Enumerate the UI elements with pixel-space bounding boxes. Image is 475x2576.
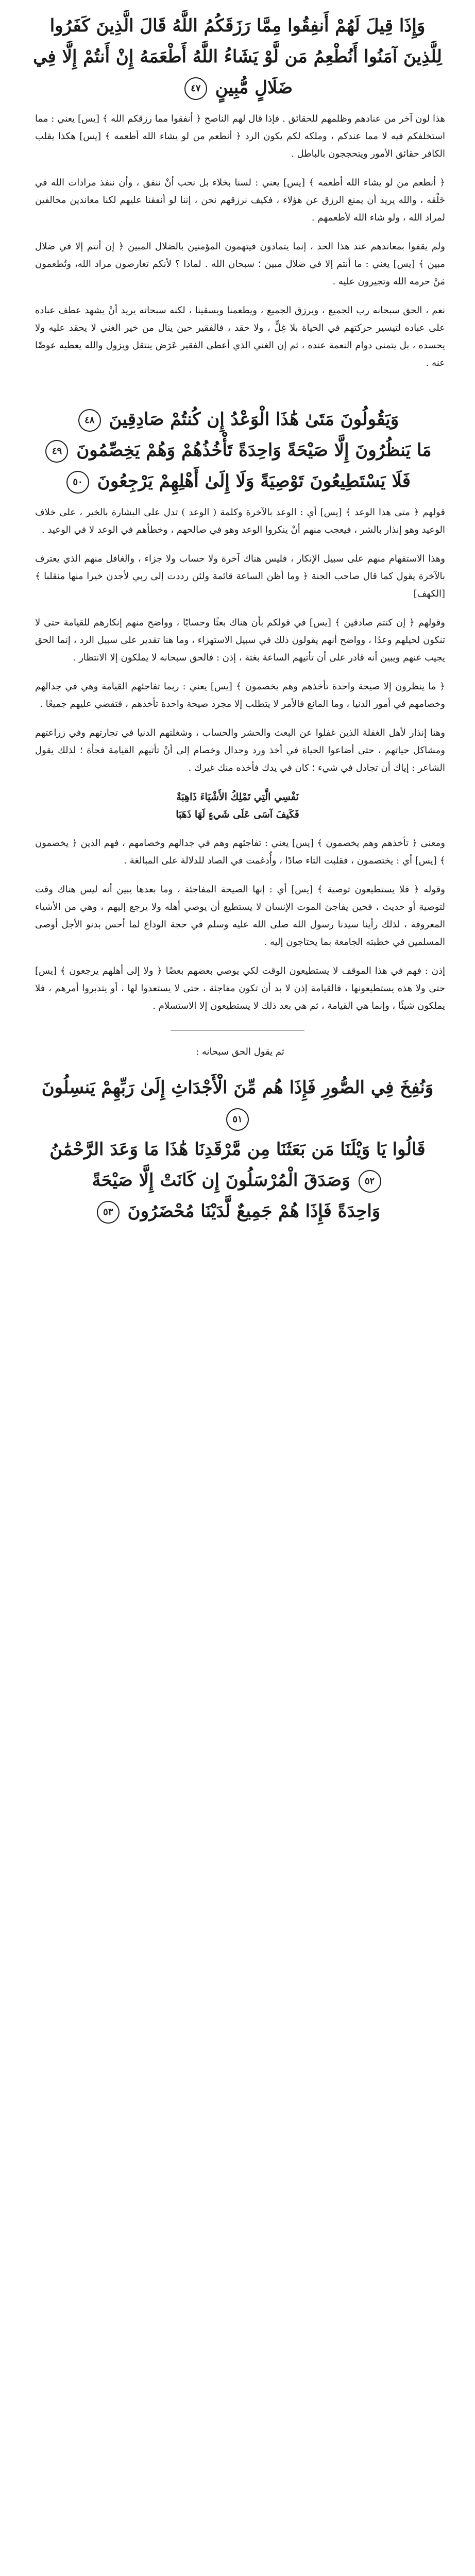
commentary-paragraph: وقولهم ﴿ إن كنتم صادقين ﴾ [يس] في قولكم بأن هناك بعثًا وحسابًا ، وواضح منهم إنكارهم للقيامة حتى لا تنكون لحيلهم وعدًا ، وواضح أنهم يقولون ذلك في سبيل الاستهزاء ، وما هنا تقدير على سبيل الرد ، إنما الحق يجيب عنهم ويبين أنه قادر على أن تأتيهم الساعة بغتة ، إذن : فالحق سبحانه لا يملكون إلا الانتظار . <box>35 617 445 663</box>
ayah-number: ٥٣ <box>97 1201 120 1224</box>
verse-line: وَنُفِخَ فِي الصُّورِ فَإِذَا هُم مِّنَ الْأَجْدَاثِ إِلَىٰ رَبِّهِمْ يَنسِلُونَ ٥١ <box>30 1072 445 1134</box>
verse-line: وَيَقُولُونَ مَتَىٰ هَٰذَا الْوَعْدُ إِن كُنتُمْ صَادِقِينَ ٤٨ <box>30 404 445 435</box>
verse-block-48-50 <box>30 404 445 497</box>
ayah-number: ٥٢ <box>359 1170 381 1193</box>
transition-text: ثم يقول الحق سبحانه : <box>196 1046 284 1057</box>
ayah-number: ٥٠ <box>66 471 89 494</box>
commentary-paragraph: ﴿ ما ينظرون إلا صيحة واحدة تأخذهم وهم يخصمون ﴾ [يس] يعني : ربما تفاجئهم القيامة وهي في جدالهم وخصامهم في أمور الدنيا ، وما المانع فالأمر لا يتطلب إلا مجرد صيحة واحدة تأخذهم ، فتقضي عليهم جميعًا . <box>35 681 445 709</box>
verse-line: ٥٢ وَصَدَقَ الْمُرْسَلُونَ إِن كَانَتْ إِلَّا صَيْحَةً <box>30 1165 445 1196</box>
ayah-number: ٤٨ <box>78 409 101 432</box>
verse-block-47 <box>30 10 445 103</box>
poem-line: نَفْسِي الَّتِي تَمْلِكُ الأَشْيَاءَ ذَاهِبَةٌ <box>176 791 299 803</box>
verse-line: مَا يَنظُرُونَ إِلَّا صَيْحَةً وَاحِدَةً تَأْخُذُهُمْ وَهُمْ يَخِصِّمُونَ ٤٩ <box>30 435 445 466</box>
verse-block-51-53 <box>30 1072 445 1227</box>
commentary-paragraph: وهنا إنذار لأهل الغفلة الذين غفلوا عن البعث والحشر والحساب ، وشغلتهم الدنيا في تجارتهم وفي زراعتهم ومشاكل حياتهم ، حتى أضاعوا الحياة في أخذ ورد وجدال وخصام إلى أنْ تأتيهم القيامة فجأة ؛ لذلك يقول الشاعر : إياك أن تجادل في شيء ؛ كان في يدك فأخذه منك غيرك . <box>35 727 445 773</box>
commentary-paragraph: ولم يقفوا بمعاندهم عند هذا الحد ، إنما يتمادون فيتهمون المؤمنين بالضلال المبين ﴿ إن أنتم إلا في ضلال مبين ﴾ [يس] يعني : ما أنتم إلا في ضلال مبين ؛ سبحان الله . لماذا ؟ لأنكم تعارضون مراد الله، وتُطعمون مَنْ حرمه الله وتجيرون عليه . <box>35 241 445 287</box>
commentary-paragraph: وهذا الاستفهام منهم على سبيل الإنكار ، فليس هناك آخرة ولا حساب ولا جزاء ، والغافل منهم الذي يعترف بالآخرة يقول كما قال صاحب الجنة ﴿ وما أظن الساعة قائمة ولئن رددت إلى ربي لأجدن خيرا منها منقلبا ﴾ [الكهف] <box>35 553 445 599</box>
commentary-paragraph: هذا لون آخر من عنادهم وظلمهم للحقائق . فإذا قال لهم الناصح ﴿ أنفقوا مما رزقكم الله ﴾ [يس] يعني : مما استخلفكم فيه لا مما عندكم ، وملكه لكم يكون الرد ﴿ أنطعم من لو يشاء الله أطعمه ﴾ [يس] هكذا يقلب الكافر حقائق الأمور ويتحججون بالباطل . <box>35 113 445 159</box>
commentary-paragraph: نعم ، الحق سبحانه رب الجميع ، ويرزق الجميع ، ويطعمنا ويسقينا ، لكنه سبحانه يريد أنْ يشهد عطف عباده على عباده لتيسير حركتهم في الحياة بلا غِلٍّ ، ولا حقد ، فالفقير حين ينال من خير الغني لا يحقد عليه ولا يحسده ، بل يتمنى دوام النعمة عنده ، ثم إن الغني الذي أعطى الفقير عَرَض ينتقل ويزول والله يعطيه عوضًا عنه . <box>35 305 445 368</box>
verse-line: وَاحِدَةً فَإِذَا هُمْ جَمِيعٌ لَّدَيْنَا مُحْضَرُونَ ٥٣ <box>30 1196 445 1227</box>
verse-line: قَالُوا يَا وَيْلَنَا مَن بَعَثَنَا مِن مَّرْقَدِنَا هَٰذَا مَا وَعَدَ الرَّحْمَٰنُ <box>49 1139 426 1160</box>
verse-text: وَإِذَا قِيلَ لَهُمْ أَنفِقُوا مِمَّا رَزَقَكُمُ اللَّهُ قَالَ الَّذِينَ كَفَرُوا لِلَّذِينَ آمَنُوا أَنُطْعِمُ مَن لَّوْ يَشَاءُ اللَّهُ أَطْعَمَهُ إِنْ أَنتُمْ إِلَّا فِي ضَلَالٍ مُّبِينٍ <box>33 15 442 98</box>
spacer <box>30 383 445 404</box>
commentary-paragraph: إذن : فهم في هذا الموقف لا يستطيعون الوقت لكي يوصي بعضهم بعضًا ﴿ ولا إلى أهلهم يرجعون ﴾ [يس] حتى ولا هذه يستطيعونها ، فالقيامة إذن لا بد أن تكون مفاجئة ، حتى لا يستعدوا لها ، أو يتدبروا أمرهم ، فلا يملكون شيئًا ، وإنما هي القيامة ، ثم هي بعد ذلك لا يستطيعون إلا الاستسلام . <box>35 965 445 1011</box>
commentary-paragraph: ﴿ أنطعم من لو يشاء الله أطعمه ﴾ [يس] يعني : لسنا بخلاء بل نحب أنْ ننفق ، وأن ننفذ مرادات الله في خَلْقه ، والله يريد أن يمنع الرزق عن هؤلاء ، فكيف نرزقهم نحن ، إننا لو أنفقنا عليهم لكنا معاندين مخالفين لمراد الله ، ولو شاء الله لأطعمهم . <box>35 177 445 223</box>
ayah-number: ٤٩ <box>45 440 68 463</box>
section-divider <box>171 1030 304 1031</box>
poem-verse <box>30 788 445 823</box>
commentary-paragraph: ومعنى ﴿ تأخذهم وهم يخصمون ﴾ [يس] يعني : تفاجئهم وهم في جدالهم وخصامهم ، فهم الذين ﴿ يخصمون ﴾ [يس] أي : يختصمون ، فقلبت التاء صادًا ، وأُدغمت في الصاد للدلالة على المبالغة . <box>35 838 445 866</box>
verse-line: فَلَا يَسْتَطِيعُونَ تَوْصِيَةً وَلَا إِلَىٰ أَهْلِهِمْ يَرْجِعُونَ ٥٠ <box>30 466 445 497</box>
ayah-number: ٤٧ <box>184 77 207 100</box>
poem-line: فَكَيفَ آسَى عَلَى شَيءٍ لَهَا ذَهَبَا <box>176 809 299 820</box>
ayah-number: ٥١ <box>226 1108 249 1131</box>
commentary-paragraph: وقوله ﴿ فلا يستطيعون توصية ﴾ [يس] أي : إنها الصيحة المفاجئة ، وما بعدها يبين أنه ليس هناك وقت لتوصية أو حديث ، فحين يفاجئ الموت الإنسان لا يستطيع أن يوصي أهله ولا يرجع إليهم ، وهي من الأشياء المعروفة ، لذلك رأينا سيدنا رسول الله صلى الله عليه وسلم في حجة الوداع لما أحس بدنو الأجل أوصى المسلمين في خطبته الجامعة بما يحتاجون إليه . <box>35 884 446 947</box>
commentary-paragraph: قولهم ﴿ متى هذا الوعد ﴾ [يس] أي : الوعد بالآخرة وكلمة ( الوعد ) تدل على البشارة بالخير ، على خلاف الوعيد وهو إنذار بالشر ، فيعجب منهم أنْ ينكروا الوعد وهو في صالحهم ، وخطأهم في الوعد لا في الوعيد . <box>35 507 445 535</box>
